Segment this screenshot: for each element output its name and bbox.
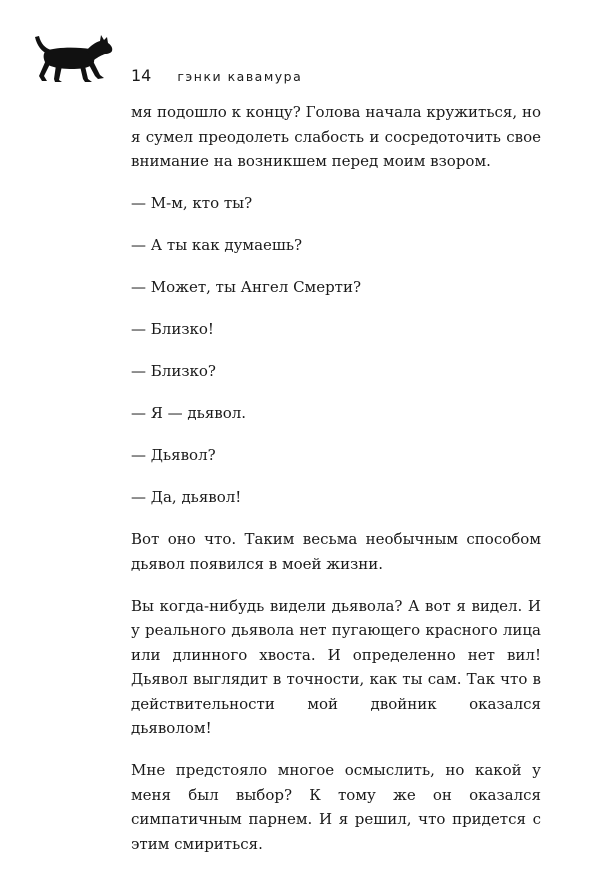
paragraph: Мне предстояло многое осмыслить, но какой у меня был выбор? К тому же он оказался симпатичным парнем. И я решил, что придется с этим смириться.: [131, 761, 541, 853]
black-cat-icon: [32, 34, 114, 84]
dialogue-line: — М-м, кто ты?: [131, 194, 253, 212]
dialogue-line: — Может, ты Ангел Смерти?: [131, 278, 362, 296]
dialogue-line: — Да, дьявол!: [131, 488, 242, 506]
dialogue-line: — А ты как думаешь?: [131, 236, 303, 254]
paragraph: мя подошло к концу? Голова начала кружиться, но я сумел преодолеть слабость и сосредоточить свое внимание на возникшем перед моим взором.: [131, 103, 541, 170]
dialogue-line: — Близко?: [131, 362, 216, 380]
body-text: [131, 100, 541, 874]
running-title: гэнки кавамура: [177, 69, 303, 84]
running-header: [131, 66, 302, 85]
paragraph: Вы когда-нибудь видели дьявола? А вот я видел. И у реального дьявола нет пугающего красного лица или длинного хвоста. И определенно нет вил! Дьявол выглядит в точности, как ты сам. Так что в действительности мой двойник оказался дьяволом!: [131, 596, 541, 737]
dialogue-line: — Близко!: [131, 320, 214, 338]
paragraph: Вот оно что. Таким весьма необычным способом дьявол появился в моей жизни.: [131, 530, 541, 573]
dialogue-line: — Дьявол?: [131, 446, 216, 464]
page-number: 14: [131, 66, 152, 85]
dialogue-line: — Я — дьявол.: [131, 404, 247, 422]
